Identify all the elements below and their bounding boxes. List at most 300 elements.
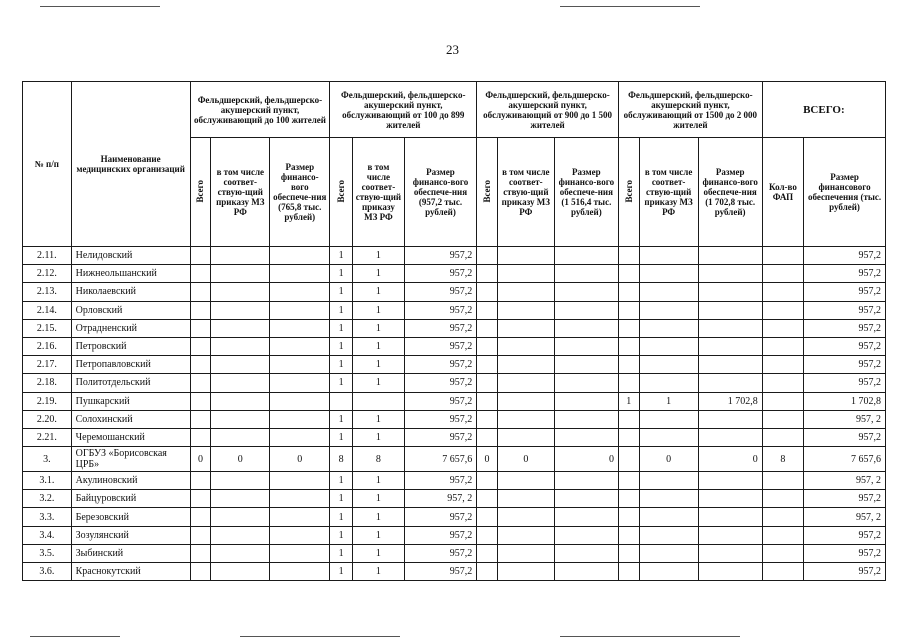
org-name: Петровский bbox=[71, 337, 190, 355]
org-name: Акулиновский bbox=[71, 472, 190, 490]
value-cell bbox=[211, 472, 270, 490]
value-cell bbox=[211, 508, 270, 526]
value-cell: 1 bbox=[353, 544, 405, 562]
value-cell bbox=[497, 428, 554, 446]
value-cell bbox=[270, 356, 330, 374]
value-cell: 957,2 bbox=[404, 563, 476, 581]
value-cell bbox=[497, 301, 554, 319]
value-cell bbox=[477, 337, 498, 355]
table-row bbox=[23, 301, 886, 319]
org-name: Петропавловский bbox=[71, 356, 190, 374]
total-size-cell: 957,2 bbox=[804, 319, 886, 337]
value-cell: 957,2 bbox=[404, 337, 476, 355]
value-cell bbox=[698, 472, 762, 490]
total-size-cell: 957,2 bbox=[804, 247, 886, 265]
value-cell bbox=[554, 544, 618, 562]
value-cell: 1 bbox=[353, 563, 405, 581]
value-cell bbox=[639, 544, 698, 562]
value-cell: 1 bbox=[330, 563, 353, 581]
value-cell: 1 bbox=[353, 356, 405, 374]
value-cell bbox=[554, 265, 618, 283]
value-cell bbox=[554, 301, 618, 319]
value-cell: 1 bbox=[639, 392, 698, 410]
vsego-header-1: Всего bbox=[190, 138, 211, 247]
value-cell bbox=[211, 356, 270, 374]
table-row bbox=[23, 283, 886, 301]
value-cell: 957,2 bbox=[404, 301, 476, 319]
value-cell: 1 bbox=[330, 544, 353, 562]
value-cell: 0 bbox=[639, 447, 698, 472]
value-cell: 1 bbox=[330, 526, 353, 544]
value-cell bbox=[270, 283, 330, 301]
value-cell bbox=[190, 283, 211, 301]
value-cell: 957,2 bbox=[404, 319, 476, 337]
total-size-cell: 957,2 bbox=[804, 374, 886, 392]
org-name: Нижнеольшанский bbox=[71, 265, 190, 283]
org-name: Политотдельский bbox=[71, 374, 190, 392]
value-cell: 1 bbox=[330, 319, 353, 337]
org-name: Краснокутский bbox=[71, 563, 190, 581]
value-cell bbox=[639, 374, 698, 392]
table-row bbox=[23, 374, 886, 392]
value-cell bbox=[554, 247, 618, 265]
value-cell bbox=[639, 410, 698, 428]
value-cell bbox=[618, 472, 639, 490]
value-cell bbox=[190, 247, 211, 265]
value-cell: 8 bbox=[330, 447, 353, 472]
vsego-header-2: Всего bbox=[330, 138, 353, 247]
facilities-table bbox=[22, 81, 886, 581]
value-cell bbox=[762, 247, 803, 265]
value-cell: 957,2 bbox=[404, 508, 476, 526]
value-cell: 1 bbox=[353, 472, 405, 490]
org-name: Солохинский bbox=[71, 410, 190, 428]
value-cell bbox=[762, 301, 803, 319]
row-number: 2.11. bbox=[23, 247, 72, 265]
table-row bbox=[23, 337, 886, 355]
value-cell bbox=[698, 356, 762, 374]
in-number-header-2: в том числе соответ-ствую-щий приказу МЗ РФ bbox=[353, 138, 405, 247]
value-cell bbox=[497, 508, 554, 526]
value-cell: 1 bbox=[330, 490, 353, 508]
value-cell bbox=[211, 265, 270, 283]
value-cell bbox=[698, 283, 762, 301]
value-cell bbox=[762, 374, 803, 392]
table-row bbox=[23, 356, 886, 374]
row-number: 2.17. bbox=[23, 356, 72, 374]
value-cell: 957,2 bbox=[404, 472, 476, 490]
value-cell bbox=[762, 490, 803, 508]
row-number: 3.6. bbox=[23, 563, 72, 581]
value-cell bbox=[698, 301, 762, 319]
value-cell bbox=[190, 392, 211, 410]
value-cell bbox=[639, 283, 698, 301]
value-cell bbox=[698, 265, 762, 283]
value-cell bbox=[190, 319, 211, 337]
value-cell bbox=[554, 283, 618, 301]
value-cell bbox=[639, 301, 698, 319]
org-name: Нелидовский bbox=[71, 247, 190, 265]
value-cell bbox=[190, 301, 211, 319]
value-cell bbox=[211, 526, 270, 544]
value-cell: 1 bbox=[618, 392, 639, 410]
value-cell: 8 bbox=[762, 447, 803, 472]
value-cell: 1 bbox=[353, 301, 405, 319]
value-cell bbox=[618, 247, 639, 265]
value-cell bbox=[497, 392, 554, 410]
value-cell bbox=[618, 410, 639, 428]
row-number: 3.3. bbox=[23, 508, 72, 526]
value-cell bbox=[639, 337, 698, 355]
row-number: 3.1. bbox=[23, 472, 72, 490]
group-header-3: Фельдшерский, фельдшерско-акушерский пункт, обслуживающий от 900 до 1 500 жителей bbox=[477, 82, 619, 138]
value-cell bbox=[698, 319, 762, 337]
value-cell bbox=[270, 428, 330, 446]
value-cell bbox=[497, 563, 554, 581]
size-header-2: Размер финансо-вого обеспече-ния (957,2 тыс. рублей) bbox=[404, 138, 476, 247]
total-size-cell: 957,2 bbox=[804, 490, 886, 508]
value-cell bbox=[497, 472, 554, 490]
value-cell bbox=[618, 563, 639, 581]
value-cell bbox=[618, 490, 639, 508]
value-cell bbox=[762, 563, 803, 581]
row-number: 3. bbox=[23, 447, 72, 472]
value-cell bbox=[497, 374, 554, 392]
value-cell bbox=[698, 508, 762, 526]
value-cell bbox=[698, 490, 762, 508]
value-cell bbox=[497, 337, 554, 355]
value-cell bbox=[190, 265, 211, 283]
value-cell bbox=[554, 392, 618, 410]
value-cell: 1 bbox=[330, 265, 353, 283]
table-row bbox=[23, 526, 886, 544]
value-cell: 1 bbox=[330, 508, 353, 526]
row-number: 2.12. bbox=[23, 265, 72, 283]
value-cell bbox=[698, 526, 762, 544]
value-cell: 0 bbox=[477, 447, 498, 472]
value-cell bbox=[477, 319, 498, 337]
value-cell bbox=[477, 374, 498, 392]
total-size-cell: 957,2 bbox=[804, 301, 886, 319]
value-cell bbox=[477, 472, 498, 490]
value-cell bbox=[554, 374, 618, 392]
value-cell bbox=[270, 508, 330, 526]
value-cell: 1 bbox=[330, 374, 353, 392]
value-cell bbox=[270, 392, 330, 410]
value-cell bbox=[639, 508, 698, 526]
value-cell bbox=[477, 410, 498, 428]
table-body bbox=[23, 247, 886, 581]
size-header-3: Размер финансо-вого обеспече-ния (1 516,4 тыс. рублей) bbox=[554, 138, 618, 247]
value-cell bbox=[211, 490, 270, 508]
value-cell bbox=[762, 392, 803, 410]
value-cell: 957,2 bbox=[404, 265, 476, 283]
value-cell bbox=[639, 428, 698, 446]
table-row bbox=[23, 508, 886, 526]
value-cell bbox=[270, 247, 330, 265]
value-cell: 957,2 bbox=[404, 428, 476, 446]
value-cell bbox=[554, 526, 618, 544]
value-cell: 1 bbox=[330, 247, 353, 265]
value-cell bbox=[698, 544, 762, 562]
value-cell bbox=[477, 283, 498, 301]
row-number: 2.14. bbox=[23, 301, 72, 319]
value-cell bbox=[554, 337, 618, 355]
value-cell bbox=[698, 410, 762, 428]
row-number: 2.15. bbox=[23, 319, 72, 337]
value-cell bbox=[211, 428, 270, 446]
total-size-cell: 957,2 bbox=[804, 265, 886, 283]
table-row bbox=[23, 490, 886, 508]
value-cell: 7 657,6 bbox=[404, 447, 476, 472]
value-cell bbox=[618, 374, 639, 392]
value-cell bbox=[497, 490, 554, 508]
value-cell bbox=[618, 356, 639, 374]
table-row bbox=[23, 544, 886, 562]
scan-edge-line bbox=[560, 636, 740, 637]
total-size-cell: 1 702,8 bbox=[804, 392, 886, 410]
org-name: Пушкарский bbox=[71, 392, 190, 410]
value-cell bbox=[211, 301, 270, 319]
value-cell: 1 bbox=[330, 428, 353, 446]
org-name: Зозулянский bbox=[71, 526, 190, 544]
value-cell bbox=[762, 337, 803, 355]
value-cell: 1 bbox=[353, 410, 405, 428]
value-cell bbox=[618, 428, 639, 446]
value-cell bbox=[270, 526, 330, 544]
value-cell bbox=[698, 428, 762, 446]
in-number-header-4: в том числе соответ-ствую-щий приказу МЗ РФ bbox=[639, 138, 698, 247]
value-cell bbox=[762, 283, 803, 301]
value-cell bbox=[554, 410, 618, 428]
scan-edge-line bbox=[240, 636, 400, 637]
value-cell bbox=[270, 301, 330, 319]
value-cell bbox=[762, 472, 803, 490]
value-cell bbox=[618, 283, 639, 301]
value-cell: 0 bbox=[698, 447, 762, 472]
value-cell bbox=[477, 265, 498, 283]
value-cell: 1 bbox=[353, 319, 405, 337]
value-cell bbox=[762, 526, 803, 544]
value-cell bbox=[190, 410, 211, 428]
value-cell: 1 bbox=[353, 283, 405, 301]
value-cell: 957,2 bbox=[404, 526, 476, 544]
value-cell bbox=[698, 247, 762, 265]
value-cell bbox=[270, 472, 330, 490]
value-cell bbox=[211, 337, 270, 355]
vsego-header-4: Всего bbox=[618, 138, 639, 247]
total-size-cell: 957,2 bbox=[804, 526, 886, 544]
value-cell: 1 bbox=[353, 508, 405, 526]
value-cell bbox=[618, 526, 639, 544]
total-size-cell: 7 657,6 bbox=[804, 447, 886, 472]
value-cell bbox=[554, 356, 618, 374]
value-cell bbox=[477, 392, 498, 410]
value-cell bbox=[497, 283, 554, 301]
group-header-1: Фельдшерский, фельдшерско-акушерский пункт, обслуживающий до 100 жителей bbox=[190, 82, 330, 138]
org-header: Наименование медицинских организаций bbox=[71, 82, 190, 247]
value-cell bbox=[270, 544, 330, 562]
org-name: Отрадненский bbox=[71, 319, 190, 337]
value-cell bbox=[211, 563, 270, 581]
total-size-cell: 957,2 bbox=[804, 544, 886, 562]
table-row bbox=[23, 247, 886, 265]
in-number-header-1: в том числе соответ-ствую-щий приказу МЗ РФ bbox=[211, 138, 270, 247]
size-header-1: Размер финансо-вого обеспече-ния (765,8 тыс. рублей) bbox=[270, 138, 330, 247]
org-name: Байцуровский bbox=[71, 490, 190, 508]
value-cell bbox=[762, 544, 803, 562]
value-cell bbox=[190, 337, 211, 355]
value-cell bbox=[190, 356, 211, 374]
value-cell bbox=[190, 428, 211, 446]
value-cell bbox=[190, 563, 211, 581]
table-row bbox=[23, 472, 886, 490]
value-cell bbox=[618, 508, 639, 526]
value-cell bbox=[639, 247, 698, 265]
value-cell bbox=[190, 472, 211, 490]
value-cell bbox=[554, 490, 618, 508]
value-cell: 1 702,8 bbox=[698, 392, 762, 410]
value-cell: 1 bbox=[330, 337, 353, 355]
org-name: ОГБУЗ «Борисовская ЦРБ» bbox=[71, 447, 190, 472]
value-cell bbox=[554, 563, 618, 581]
row-number: 2.18. bbox=[23, 374, 72, 392]
table-row bbox=[23, 563, 886, 581]
value-cell bbox=[639, 319, 698, 337]
value-cell bbox=[211, 283, 270, 301]
total-size-cell: 957,2 bbox=[804, 563, 886, 581]
value-cell bbox=[190, 544, 211, 562]
value-cell bbox=[497, 247, 554, 265]
value-cell: 957,2 bbox=[404, 410, 476, 428]
value-cell bbox=[497, 526, 554, 544]
value-cell bbox=[270, 490, 330, 508]
scan-edge-line bbox=[40, 6, 160, 7]
value-cell bbox=[477, 428, 498, 446]
row-number: 2.21. bbox=[23, 428, 72, 446]
value-cell: 1 bbox=[353, 428, 405, 446]
value-cell bbox=[211, 374, 270, 392]
value-cell: 0 bbox=[190, 447, 211, 472]
value-cell bbox=[270, 265, 330, 283]
value-cell bbox=[762, 356, 803, 374]
row-number: 3.5. bbox=[23, 544, 72, 562]
table-row bbox=[23, 319, 886, 337]
total-size-cell: 957,2 bbox=[804, 337, 886, 355]
total-header: ВСЕГО: bbox=[762, 82, 885, 138]
value-cell bbox=[270, 563, 330, 581]
num-header: № п/п bbox=[23, 82, 72, 247]
value-cell bbox=[497, 319, 554, 337]
value-cell: 1 bbox=[330, 356, 353, 374]
value-cell: 0 bbox=[270, 447, 330, 472]
value-cell bbox=[497, 356, 554, 374]
value-cell: 1 bbox=[330, 410, 353, 428]
value-cell bbox=[211, 247, 270, 265]
value-cell bbox=[477, 356, 498, 374]
value-cell: 957,2 bbox=[404, 544, 476, 562]
value-cell bbox=[270, 337, 330, 355]
row-number: 2.13. bbox=[23, 283, 72, 301]
value-cell bbox=[190, 526, 211, 544]
value-cell bbox=[762, 508, 803, 526]
total-size-cell: 957,2 bbox=[804, 283, 886, 301]
row-number: 3.4. bbox=[23, 526, 72, 544]
org-name: Орловский bbox=[71, 301, 190, 319]
org-name: Николаевский bbox=[71, 283, 190, 301]
value-cell bbox=[497, 265, 554, 283]
value-cell bbox=[270, 319, 330, 337]
value-cell: 1 bbox=[353, 337, 405, 355]
value-cell bbox=[639, 472, 698, 490]
value-cell bbox=[497, 544, 554, 562]
kol-vo-header: Кол-во ФАП bbox=[762, 138, 803, 247]
row-number: 2.20. bbox=[23, 410, 72, 428]
table-row bbox=[23, 447, 886, 472]
value-cell: 1 bbox=[330, 301, 353, 319]
table-row bbox=[23, 392, 886, 410]
value-cell bbox=[618, 337, 639, 355]
value-cell bbox=[698, 337, 762, 355]
value-cell: 0 bbox=[211, 447, 270, 472]
value-cell bbox=[190, 508, 211, 526]
value-cell bbox=[618, 301, 639, 319]
value-cell bbox=[270, 374, 330, 392]
value-cell bbox=[698, 374, 762, 392]
value-cell bbox=[618, 447, 639, 472]
total-size-cell: 957,2 bbox=[804, 428, 886, 446]
table-row bbox=[23, 265, 886, 283]
value-cell bbox=[477, 247, 498, 265]
value-cell: 1 bbox=[353, 265, 405, 283]
value-cell bbox=[639, 265, 698, 283]
total-size-cell: 957,2 bbox=[804, 356, 886, 374]
value-cell: 0 bbox=[497, 447, 554, 472]
value-cell bbox=[698, 563, 762, 581]
value-cell: 1 bbox=[330, 472, 353, 490]
value-cell bbox=[330, 392, 353, 410]
value-cell bbox=[762, 410, 803, 428]
value-cell bbox=[211, 392, 270, 410]
row-number: 2.16. bbox=[23, 337, 72, 355]
table-row bbox=[23, 410, 886, 428]
org-name: Березовский bbox=[71, 508, 190, 526]
value-cell bbox=[190, 374, 211, 392]
value-cell bbox=[477, 544, 498, 562]
value-cell bbox=[190, 490, 211, 508]
value-cell bbox=[270, 410, 330, 428]
value-cell bbox=[497, 410, 554, 428]
total-size-cell: 957, 2 bbox=[804, 472, 886, 490]
value-cell bbox=[211, 319, 270, 337]
value-cell: 1 bbox=[353, 490, 405, 508]
value-cell bbox=[353, 392, 405, 410]
value-cell bbox=[477, 563, 498, 581]
value-cell bbox=[639, 526, 698, 544]
value-cell bbox=[618, 265, 639, 283]
value-cell: 1 bbox=[330, 283, 353, 301]
total-size-header: Размер финансового обеспечения (тыс. рублей) bbox=[804, 138, 886, 247]
value-cell: 957,2 bbox=[404, 392, 476, 410]
value-cell bbox=[477, 526, 498, 544]
value-cell bbox=[554, 319, 618, 337]
value-cell: 0 bbox=[554, 447, 618, 472]
value-cell: 1 bbox=[353, 526, 405, 544]
value-cell bbox=[211, 544, 270, 562]
value-cell bbox=[639, 356, 698, 374]
value-cell: 957,2 bbox=[404, 247, 476, 265]
scan-edge-line bbox=[560, 6, 700, 7]
